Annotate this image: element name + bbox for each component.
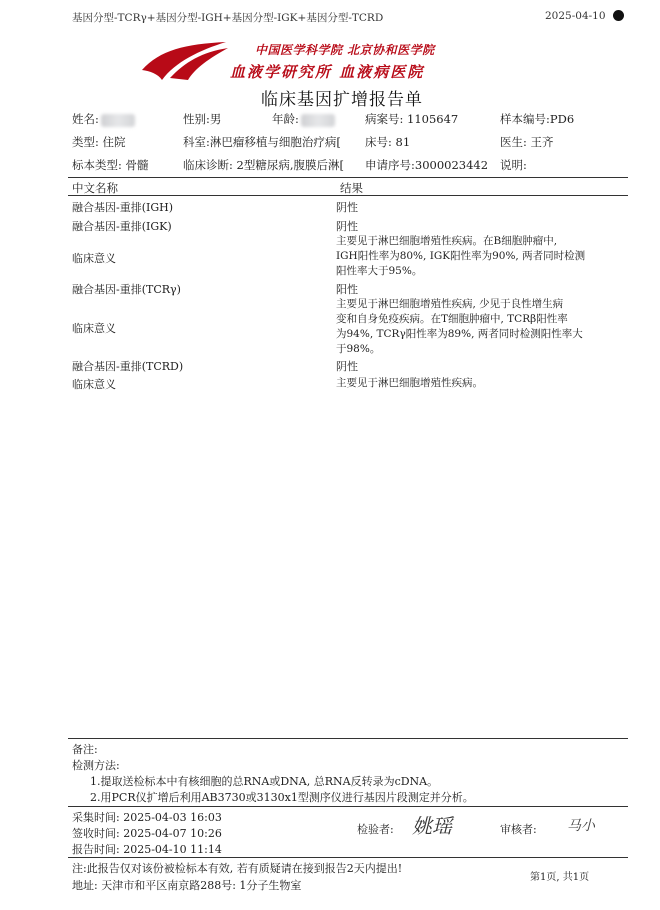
method-step-2: 2.用PCR仪扩增后利用AB3730或3130x1型测序仪进行基因片段测定并分析。 <box>90 791 474 804</box>
dept-label: 科室: <box>183 135 210 149</box>
redacted-name <box>101 114 135 127</box>
method-step-1: 1.提取送检标本中有核细胞的总RNA或DNA, 总RNA反转录为cDNA。 <box>90 775 439 788</box>
sample-no-label: 样本编号: <box>500 112 550 126</box>
clinical-significance-text <box>336 376 616 391</box>
table-row-name: 临床意义 <box>72 378 116 391</box>
sample-no-value: PD6 <box>549 112 575 126</box>
table-row-name: 临床意义 <box>72 252 116 265</box>
table-row-name: 临床意义 <box>72 322 116 335</box>
gender-value: 男 <box>209 112 222 126</box>
disclaimer-text: 注:此报告仅对该份被检标本有效, 若有质疑请在接到报告2天内提出! <box>72 862 403 875</box>
institution-name-line2: 血液学研究所 血液病医院 <box>230 63 425 81</box>
reviewer-label: 审核者: <box>500 823 537 836</box>
text-line: 主要见于淋巴细胞增殖性疾病。 <box>336 377 483 389</box>
reviewer-signature: 马小 <box>567 818 595 834</box>
col-header-result: 结果 <box>340 181 363 195</box>
gender-label: 性别: <box>183 112 210 126</box>
text-line: 于98%。 <box>336 343 381 355</box>
institution-name-line1: 中国医学科学院 北京协和医学院 <box>255 43 435 57</box>
collect-label: 采集时间: <box>72 811 120 824</box>
case-no-label: 病案号: <box>365 112 404 126</box>
remark-field <box>500 157 527 173</box>
footer-rule <box>68 857 628 858</box>
method-label: 检测方法: <box>72 759 120 772</box>
dept-value: 淋巴瘤移植与细胞治疗病[ <box>209 135 341 149</box>
address-text: 地址: 天津市和平区南京路288号: 1分子生物室 <box>72 879 302 892</box>
col-header-name: 中文名称 <box>72 181 118 195</box>
case-no-field <box>365 111 458 127</box>
doctor-label: 医生: <box>500 135 527 149</box>
table-row-result: 阴性 <box>336 360 358 373</box>
report-title: 临床基因扩增报告单 <box>261 90 423 110</box>
specimen-label: 标本类型: <box>72 158 122 172</box>
doctor-value: 王齐 <box>530 135 554 149</box>
request-value: 3000023442 <box>414 158 489 172</box>
request-field <box>365 157 488 173</box>
notes-bottom-rule <box>68 806 628 807</box>
report-value: 2025-04-10 11:14 <box>123 843 222 856</box>
request-label: 申请序号: <box>365 158 415 172</box>
redacted-age <box>301 114 335 127</box>
remark-label: 说明: <box>500 158 527 172</box>
test-list-header: 基因分型-TCRγ+基因分型-IGH+基因分型-IGK+基因分型-TCRD <box>72 12 384 24</box>
age-label: 年龄: <box>272 112 299 126</box>
bed-field <box>365 134 410 150</box>
text-line: IGH阳性率为80%, IGK阳性率为90%, 两者同时检测 <box>336 250 586 262</box>
report-time-field <box>72 841 222 857</box>
specimen-value: 骨髓 <box>125 158 149 172</box>
clinical-significance-text <box>336 234 616 279</box>
text-line: 阳性率大于95%。 <box>336 265 423 277</box>
case-no-value: 1105647 <box>407 112 459 126</box>
notes-top-rule <box>68 738 628 739</box>
receive-label: 签收时间: <box>72 827 120 840</box>
table-row-result: 阴性 <box>336 220 358 233</box>
notes-label: 备注: <box>72 743 98 756</box>
table-row-name: 融合基因-重排(TCRD) <box>72 360 184 373</box>
gender-field <box>183 111 221 127</box>
table-top-rule <box>68 177 628 178</box>
bed-value: 81 <box>395 135 411 149</box>
receive-value: 2025-04-07 10:26 <box>123 827 222 840</box>
collect-time-field <box>72 809 222 825</box>
type-label: 类型: <box>72 135 99 149</box>
clinical-significance-text <box>336 297 616 357</box>
specimen-field <box>72 157 149 173</box>
inspector-signature: 姚瑶 <box>412 814 452 838</box>
doctor-field <box>500 134 554 150</box>
text-line: 主要见于淋巴细胞增殖性疾病。在B细胞肿瘤中, <box>336 235 558 247</box>
table-row-name: 融合基因-重排(IGH) <box>72 201 174 214</box>
text-line: 为94%, TCRγ阳性率为89%, 两者同时检测阳性率大 <box>336 328 583 340</box>
table-row-name: 融合基因-重排(IGK) <box>72 220 172 233</box>
bed-label: 床号: <box>365 135 392 149</box>
page-number: 第1页, 共1页 <box>530 872 590 883</box>
type-field <box>72 134 126 150</box>
report-label: 报告时间: <box>72 843 120 856</box>
text-line: 变和自身免疫疾病。在T细胞肿瘤中, TCRβ阳性率 <box>336 313 568 325</box>
diagnosis-label: 临床诊断: <box>183 158 233 172</box>
collect-value: 2025-04-03 16:03 <box>123 811 222 824</box>
patient-name-label: 姓名: <box>72 112 99 126</box>
text-line: 主要见于淋巴细胞增殖性疾病, 少见于良性增生病 <box>336 298 564 310</box>
table-header-rule <box>68 195 628 196</box>
table-row-name: 融合基因-重排(TCRγ) <box>72 283 181 296</box>
table-row-result: 阳性 <box>336 283 358 296</box>
diagnosis-value: 2型糖尿病,腹膜后淋[ <box>236 158 344 172</box>
sample-no-field <box>500 111 574 127</box>
print-date: 2025-04-10 <box>545 10 606 22</box>
dept-field <box>183 134 341 150</box>
age-field <box>272 111 335 127</box>
inspector-label: 检验者: <box>357 823 394 836</box>
hospital-logo-icon <box>140 40 230 82</box>
diagnosis-field <box>183 157 344 173</box>
status-dot-icon <box>613 10 624 21</box>
table-row-result: 阴性 <box>336 201 358 214</box>
receive-time-field <box>72 825 222 841</box>
type-value: 住院 <box>102 135 126 149</box>
patient-name-field <box>72 111 135 127</box>
